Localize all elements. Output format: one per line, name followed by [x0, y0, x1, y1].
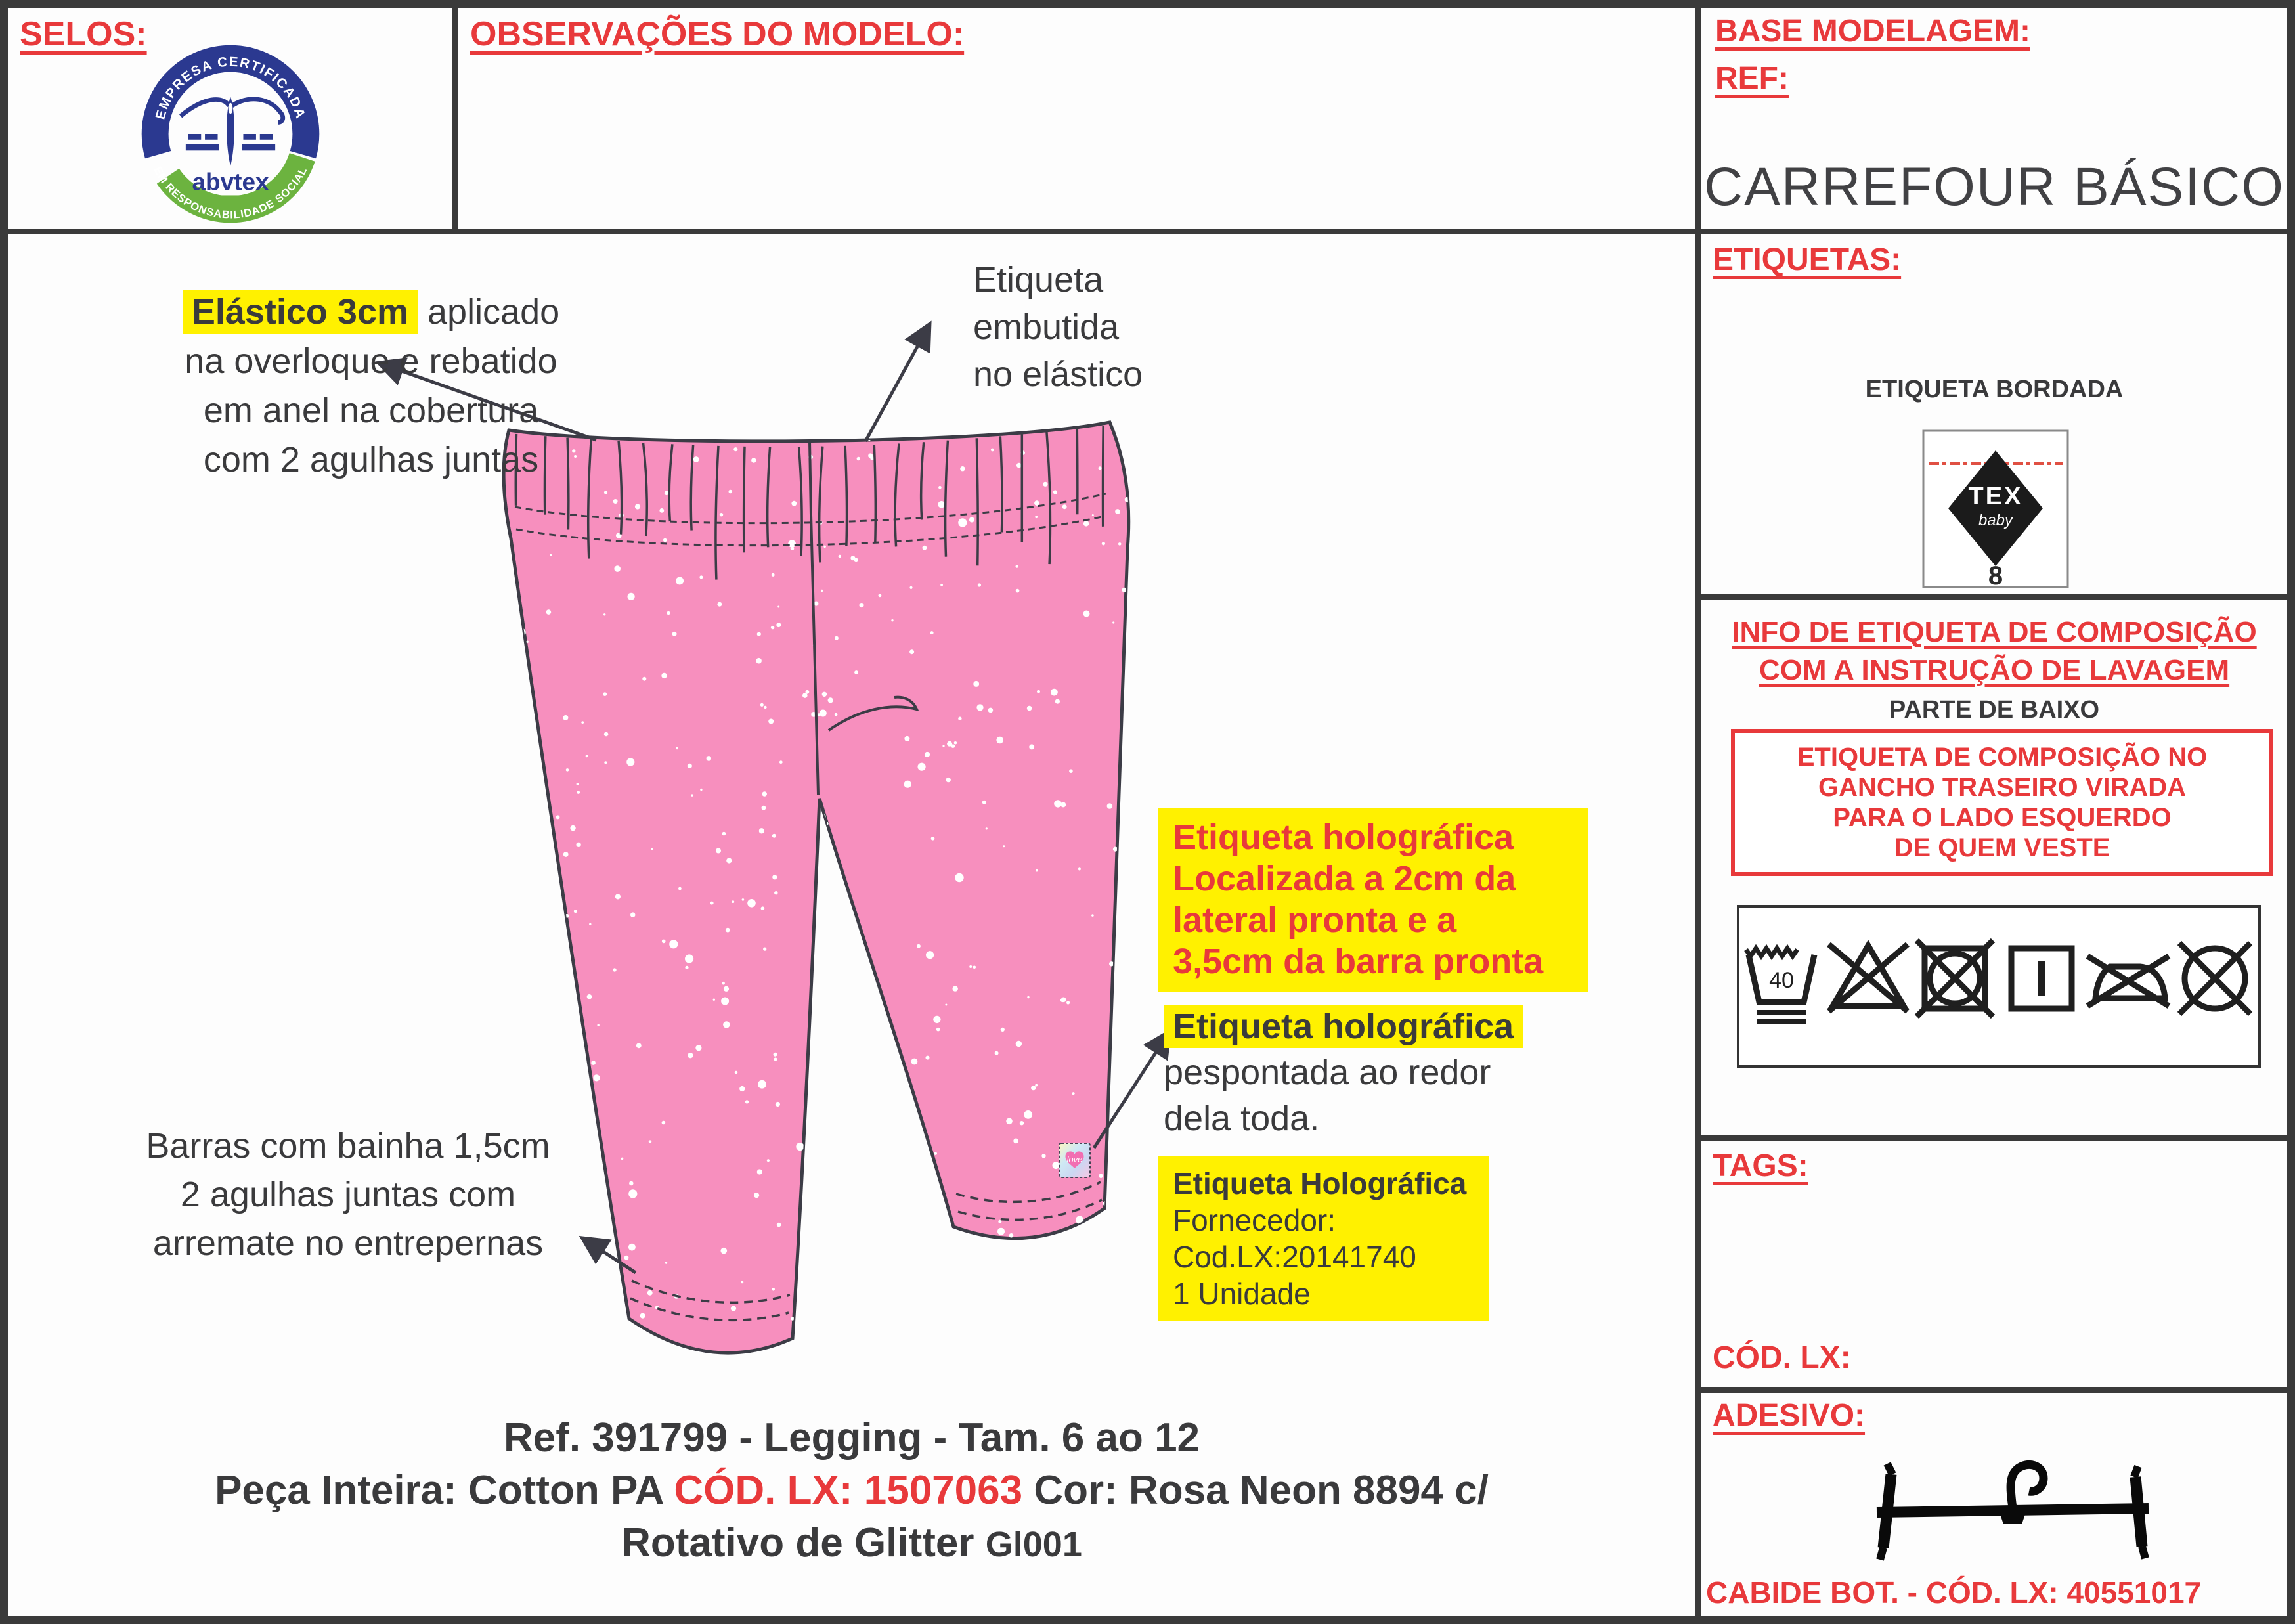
annotation-holografica-fornecedor: Etiqueta Holográfica Fornecedor: Cod.LX:20141740 1 Unidade — [1158, 1156, 1489, 1321]
product-ref-line: Ref. 391799 - Legging - Tam. 6 ao 12 — [503, 1415, 1200, 1460]
svg-text:40: 40 — [1769, 968, 1794, 993]
parte-de-baixo-label: PARTE DE BAIXO — [1889, 696, 2100, 724]
annotation-etiqueta-embutida: Etiqueta embutida no elástico — [973, 260, 1143, 394]
do-not-bleach-icon — [1829, 944, 1908, 1011]
composicao-instruction-box: ETIQUETA DE COMPOSIÇÃO NO GANCHO TRASEIRO VIRADA PARA O LADO ESQUERDO DE QUEM VESTE — [1731, 729, 2273, 876]
annotation-holografica-localizada: Etiqueta holográfica Localizada a 2cm da lateral pronta e a 3,5cm da barra pronta — [1158, 808, 1588, 992]
ref-label: REF: — [1715, 61, 1789, 96]
badge-arc-top-text: EMPRESA CERTIFICADA — [152, 54, 309, 121]
annotation-pespontada-highlight: Etiqueta holográfica — [1164, 1005, 1523, 1048]
divider-tags-adesivo — [1695, 1387, 2295, 1393]
do-not-dry-clean-icon — [2179, 943, 2250, 1014]
svg-text:8: 8 — [1988, 561, 2003, 590]
divider-selos-obs — [452, 0, 458, 234]
cabide-caption: CABIDE BOT. - CÓD. LX: 40551017 — [1706, 1575, 2202, 1610]
base-modelagem-title: BASE MODELAGEM: — [1715, 14, 2030, 49]
needle-thread-icon — [181, 97, 283, 166]
arrow-etiqueta-embutida — [865, 325, 929, 441]
observacoes-title: OBSERVAÇÕES DO MODELO: — [470, 15, 965, 53]
border-bottom — [0, 1616, 2295, 1624]
badge-underline — [218, 195, 253, 199]
glitter-code: Gl001 — [985, 1525, 1082, 1564]
tags-title: TAGS: — [1713, 1149, 1808, 1183]
cod-lx-label: CÓD. LX: — [1713, 1340, 1851, 1375]
bottom-hanger-icon — [1865, 1435, 2160, 1569]
etiqueta-bordada-label: ETIQUETA BORDADA — [1865, 376, 2124, 403]
holographic-love-label-icon — [1059, 1143, 1090, 1177]
tex-baby-woven-label-icon — [1921, 428, 2070, 590]
info-composicao-title-1: INFO DE ETIQUETA DE COMPOSIÇÃO — [1732, 616, 2257, 648]
cod-lx-value: CÓD. LX: 1507063 — [674, 1468, 1023, 1513]
product-title-block — [8, 1412, 1695, 1571]
annotation-elastico: Elástico 3cm aplicado na overloque e rebatido em anel na cobertura com 2 agulhas juntas — [108, 288, 634, 485]
svg-text:TEX: TEX — [1968, 483, 2023, 510]
divider-info-tags — [1695, 1135, 2295, 1141]
border-right — [2287, 0, 2295, 1624]
border-top — [0, 0, 2295, 8]
do-not-tumble-dry-icon — [1917, 940, 1993, 1017]
etiquetas-title: ETIQUETAS: — [1713, 242, 1902, 277]
badge-brand-text: abvtex — [192, 168, 269, 196]
care-symbols-strip — [1737, 905, 2261, 1068]
annotation-holografica-pespontada: Etiqueta holográfica pespontada ao redor dela toda. — [1164, 1003, 1571, 1141]
annotation-elastico-highlight: Elástico 3cm — [183, 290, 418, 334]
selos-title: SELOS: — [20, 15, 147, 53]
adesivo-title: ADESIVO: — [1713, 1398, 1866, 1433]
do-not-iron-icon — [2087, 956, 2169, 1006]
divider-header-row — [0, 229, 2295, 234]
product-composition-line: Peça Inteira: Cotton PA CÓD. LX: 1507063 Cor: Rosa Neon 8894 c/ — [215, 1468, 1489, 1513]
annotation-barras: Barras com bainha 1,5cm 2 agulhas juntas com arremate no entrepernas — [146, 1126, 550, 1263]
product-glitter-line: Rotativo de Glitter Gl001 — [621, 1520, 1082, 1566]
info-composicao-title-2: COM A INSTRUÇÃO DE LAVAGEM — [1759, 654, 2230, 686]
wash-40-icon — [1746, 948, 1814, 1024]
base-modelagem-value: CARREFOUR BÁSICO — [1704, 157, 2284, 217]
abvtex-certification-badge-icon — [135, 38, 326, 230]
drip-dry-icon — [2011, 948, 2072, 1009]
svg-text:baby: baby — [1978, 512, 2013, 529]
divider-main-right — [1695, 0, 1701, 1624]
svg-text:love: love — [1066, 1154, 1083, 1164]
badge-arc-bottom-text: EM RESPONSABILIDADE SOCIAL — [151, 164, 310, 221]
divider-etiquetas-info — [1695, 594, 2295, 600]
